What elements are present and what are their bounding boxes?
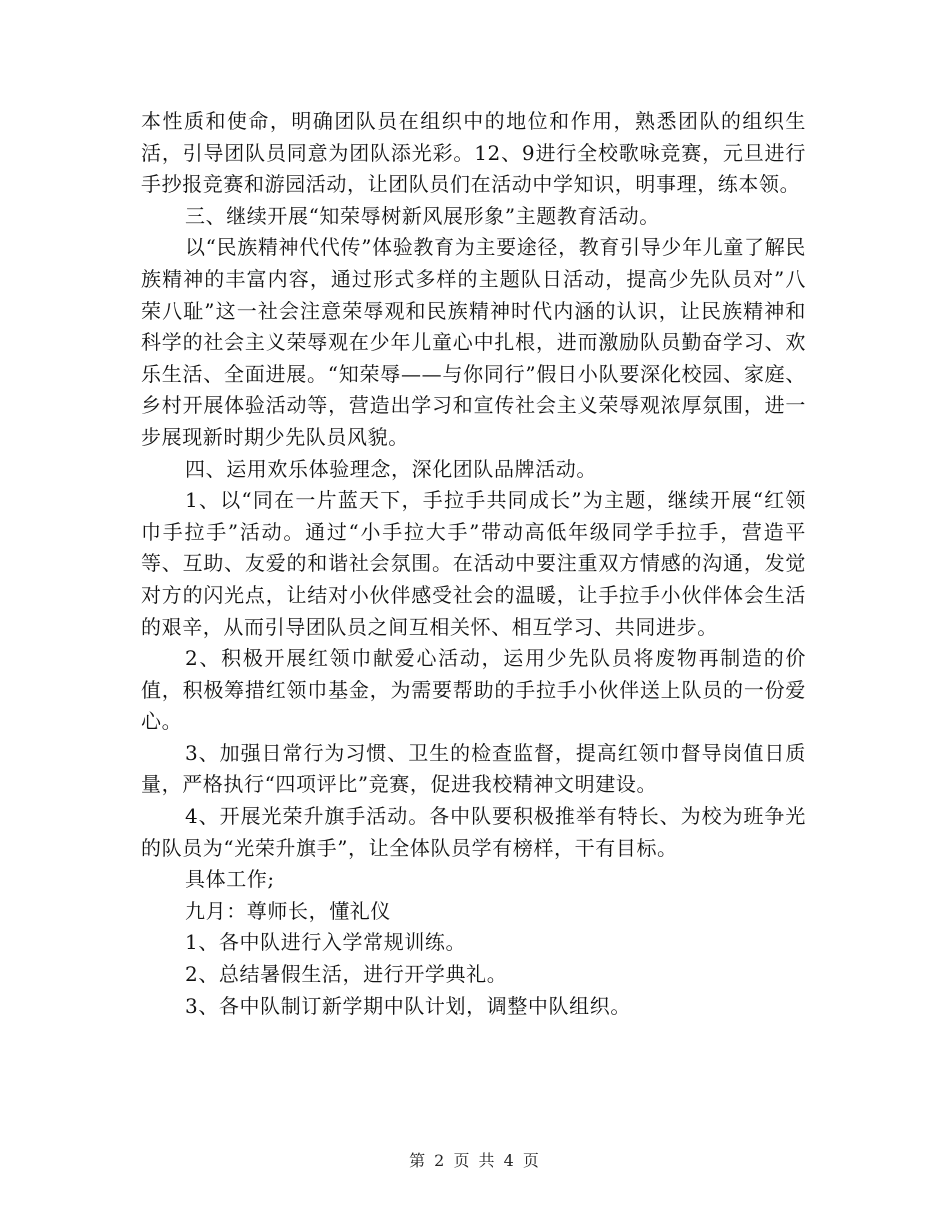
paragraph-item-4: 4、开展光荣升旗手活动。各中队要积极推举有特长、为校为班争光的队员为“光荣升旗手”，让全体队员学有榜样，干有目标。 — [141, 804, 806, 860]
september-task-2: 2、总结暑假生活，进行开学典礼。 — [185, 962, 508, 987]
paragraph-item-3: 3、加强日常行为习惯、卫生的检查监督，提高红领巾督导岗值日质量，严格执行“四项评比”竞赛，促进我校精神文明建设。 — [141, 740, 806, 797]
paragraph-item-1: 1、以“同在一片蓝天下，手拉手共同成长”为主题，继续开展“红领巾手拉手”活动。通过“小手拉大手”带动高低年级同学手拉手，营造平等、互助、友爱的和谐社会氛围。在活动中要注重双方情感的沟通，发觉对方的闪光点，让结对小伙伴感受社会的温暖，让手拉手小伙伴体会生活的艰辛，从而引导团队员之间互相关怀、相互学习、共同进步。 — [141, 488, 806, 639]
heading-section-3: 三、继续开展“知荣辱树新风展形象”主题教育活动。 — [185, 203, 660, 228]
paragraph-item-2: 2、积极开展红领巾献爱心活动，运用少先队员将废物再制造的价值，积极筹措红领巾基金，为需要帮助的手拉手小伙伴送上队员的一份爱心。 — [141, 646, 806, 734]
heading-section-4: 四、运用欢乐体验理念，深化团队品牌活动。 — [185, 456, 597, 481]
paragraph-continuation: 本性质和使命，明确团队员在组织中的地位和作用，熟悉团队的组织生活，引导团队员同意为团队添光彩。12、9进行全校歌咏竞赛，元旦进行手抄报竞赛和游园活动，让团队员们在活动中学知识，明事理，练本领。 — [141, 109, 806, 197]
specific-work-heading: 具体工作; — [185, 867, 275, 892]
september-task-1: 1、各中队进行入学常规训练。 — [185, 930, 467, 955]
september-task-3: 3、各中队制订新学期中队计划，调整中队组织。 — [185, 993, 631, 1018]
page-number-footer: 第 2 页 共 4 页 — [409, 1151, 541, 1170]
september-heading: 九月：尊师长，懂礼仪 — [185, 898, 391, 923]
document-body — [141, 106, 806, 1022]
paragraph-national-spirit: 以“民族精神代代传”体验教育为主要途径，教育引导少年儿童了解民族精神的丰富内容，通过形式多样的主题队日活动，提高少先队员对”八荣八耻”这一社会注意荣辱观和民族精神时代内涵的认识，让民族精神和科学的社会主义荣辱观在少年儿童心中扎根，进而激励队员勤奋学习、欢乐生活、全面进展。“知荣辱——与你同行”假日小队要深化校园、家庭、乡村开展体验活动等，营造出学习和宣传社会主义荣辱观浓厚氛围，进一步展现新时期少先队员风貌。 — [141, 235, 806, 449]
